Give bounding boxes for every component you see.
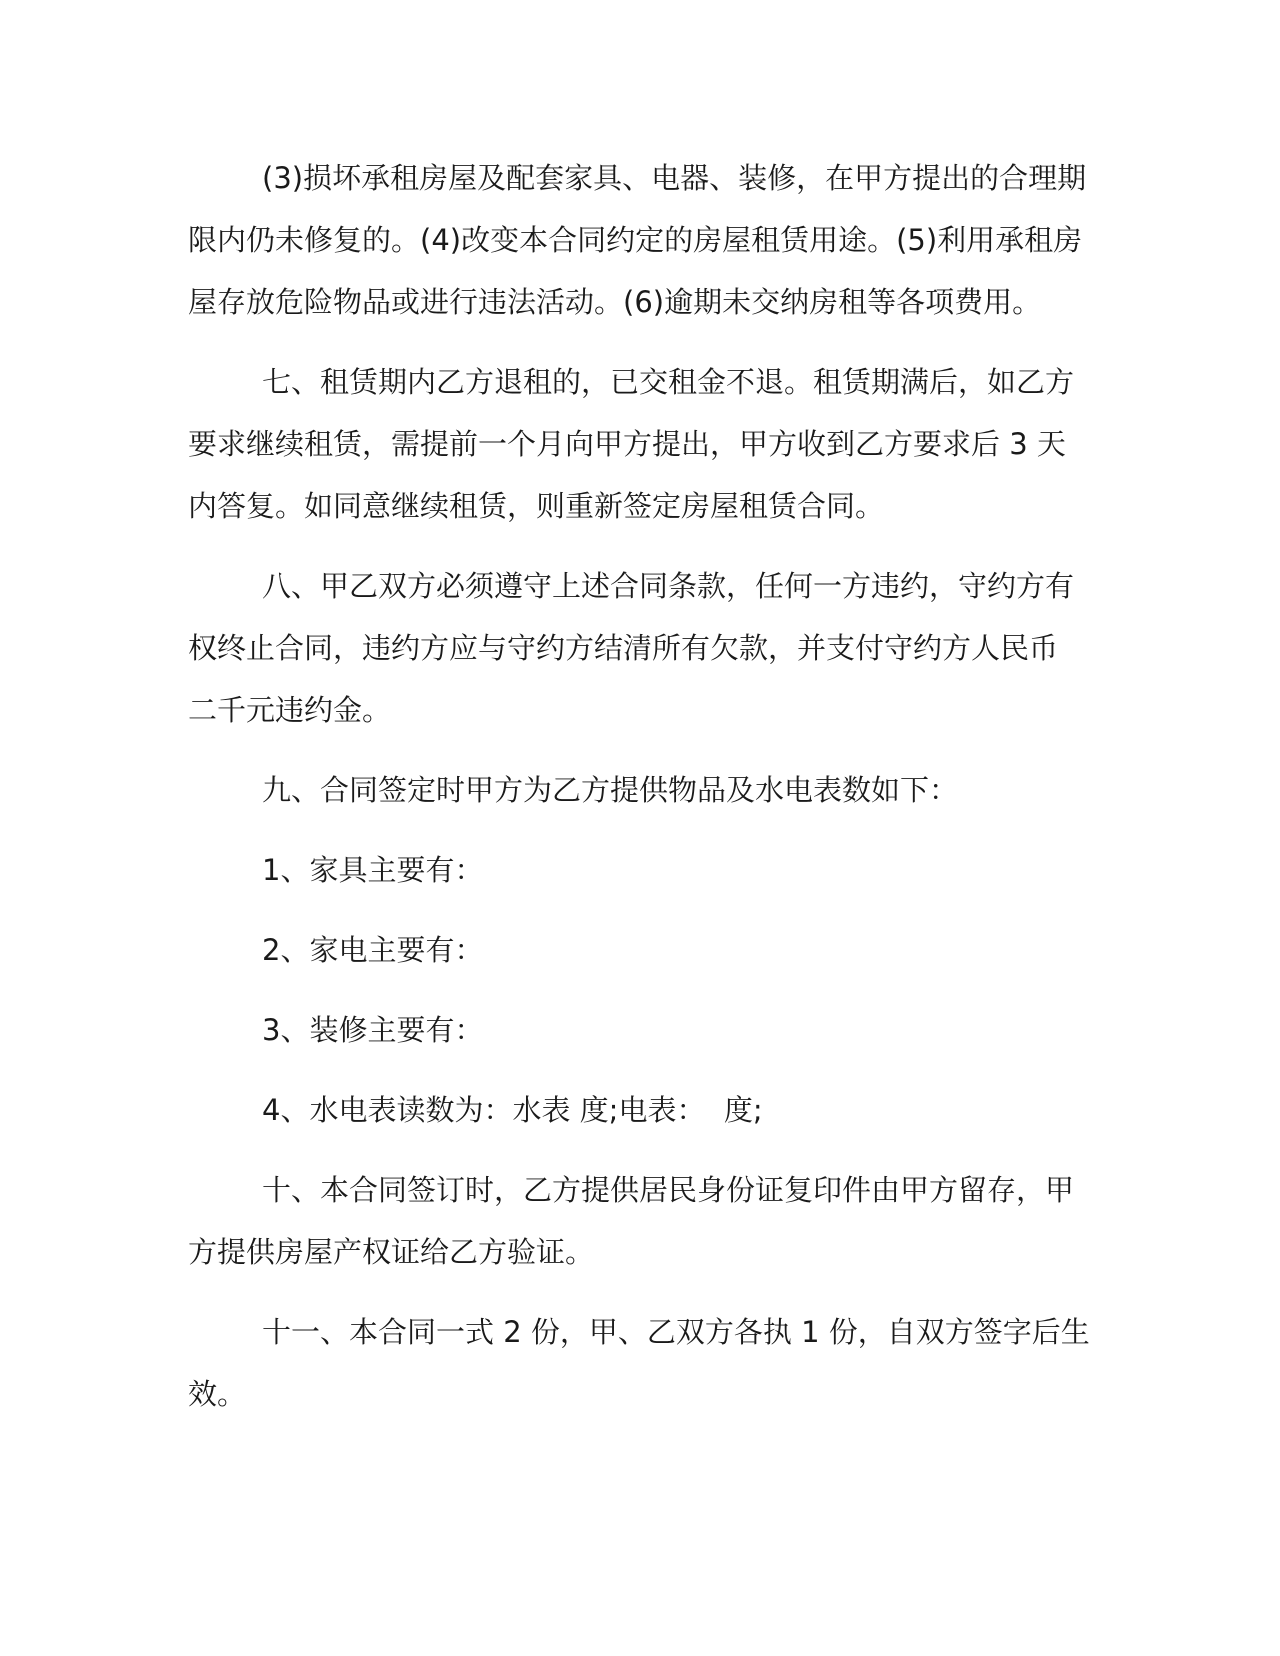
list-item: 1、家具主要有： — [262, 853, 484, 887]
paragraph-line: 限内仍未修复的。(4)改变本合同约定的房屋租赁用途。(5)利用承租房 — [188, 223, 1083, 257]
list-item: 4、水电表读数为：水表 度;电表： 度; — [262, 1093, 763, 1127]
paragraph-line: 内答复。如同意继续租赁，则重新签定房屋租赁合同。 — [188, 489, 885, 523]
list-item: 3、装修主要有： — [262, 1013, 484, 1047]
list-item: 2、家电主要有： — [262, 933, 484, 967]
paragraph-line: 方提供房屋产权证给乙方验证。 — [188, 1235, 595, 1269]
paragraph-line: 十、本合同签订时，乙方提供居民身份证复印件由甲方留存，甲 — [262, 1173, 1075, 1207]
paragraph-line: 要求继续租赁，需提前一个月向甲方提出，甲方收到乙方要求后 3 天 — [188, 427, 1066, 461]
paragraph-line: 九、合同签定时甲方为乙方提供物品及水电表数如下： — [262, 773, 959, 807]
paragraph-line: 八、甲乙双方必须遵守上述合同条款，任何一方违约，守约方有 — [262, 569, 1075, 603]
paragraph-line: 效。 — [188, 1377, 247, 1411]
paragraph-line: 七、租赁期内乙方退租的，已交租金不退。租赁期满后，如乙方 — [262, 365, 1075, 399]
paragraph-line: 二千元违约金。 — [188, 693, 392, 727]
paragraph-line: 屋存放危险物品或进行违法活动。(6)逾期未交纳房租等各项费用。 — [188, 285, 1042, 319]
paragraph-line: 十一、本合同一式 2 份，甲、乙双方各执 1 份，自双方签字后生 — [262, 1315, 1090, 1349]
paragraph-line: 权终止合同，违约方应与守约方结清所有欠款，并支付守约方人民币 — [188, 631, 1059, 665]
paragraph-line: (3)损坏承租房屋及配套家具、电器、装修，在甲方提出的合理期 — [262, 161, 1087, 195]
